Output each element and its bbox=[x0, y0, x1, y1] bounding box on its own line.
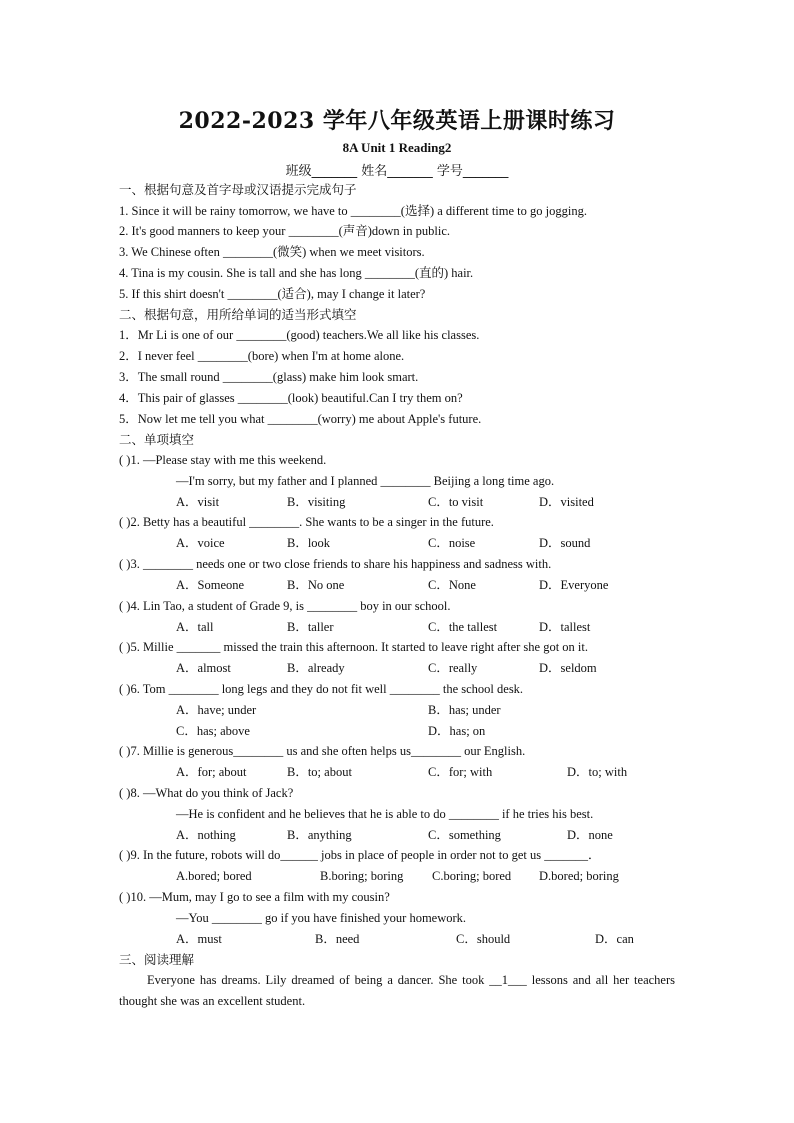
question-stem: ( )8. —What do you think of Jack? bbox=[119, 786, 294, 800]
option-b: B．to; about bbox=[287, 765, 352, 779]
option-b: B．No one bbox=[287, 578, 345, 592]
question-stem: ( )7. Millie is generous________ us and she often helps us________ our English. bbox=[119, 744, 526, 758]
option-a: A．must bbox=[176, 932, 222, 946]
option-a: A．visit bbox=[176, 495, 220, 509]
section-heading-1: 一、根据句意及首字母或汉语提示完成句子 bbox=[119, 182, 357, 197]
option-b: B．has; under bbox=[428, 703, 501, 717]
option-a: A．Someone bbox=[176, 578, 245, 592]
question-stem-continued: —He is confident and he believes that he is able to do ________ if he tries his best. bbox=[176, 807, 594, 821]
option-d: D．seldom bbox=[539, 661, 597, 675]
section-heading-3: 二、单项填空 bbox=[119, 432, 195, 447]
question-stem: ( )9. In the future, robots will do______ jobs in place of people in order not to get us _______． bbox=[119, 848, 601, 862]
option-c: C．to visit bbox=[428, 495, 484, 509]
section2-item: 1．Mr Li is one of our ________(good) teachers.We all like his classes. bbox=[119, 328, 480, 342]
section1-item: 3. We Chinese often ________(微笑) when we meet visitors. bbox=[119, 245, 425, 259]
question-stem-continued: —I'm sorry, but my father and I planned ________ Beijing a long time ago. bbox=[176, 474, 555, 488]
section2-item: 3．The small round ________(glass) make him look smart. bbox=[119, 370, 419, 384]
question-stem: ( )1. —Please stay with me this weekend. bbox=[119, 453, 327, 467]
option-a: A.bored; bored bbox=[176, 869, 252, 883]
option-b: B.boring; boring bbox=[320, 869, 404, 883]
option-d: D．Everyone bbox=[539, 578, 609, 592]
option-b: B．need bbox=[315, 932, 360, 946]
page-title: 2022-2023 学年八年级英语上册课时练习 bbox=[178, 108, 616, 134]
option-d: D.bored; boring bbox=[539, 869, 619, 883]
option-b: B．visiting bbox=[287, 495, 346, 509]
section2-item: 5．Now let me tell you what ________(worry) me about Apple's future. bbox=[119, 412, 482, 426]
option-c: C．the tallest bbox=[428, 620, 498, 634]
reading-paragraph: Everyone has dreams. Lily dreamed of being a dancer. She took __1___ lessons and all her teachers thought she was an excellent student. bbox=[119, 973, 675, 1008]
option-a: A．voice bbox=[176, 536, 225, 550]
option-c: C．for; with bbox=[428, 765, 493, 779]
question-stem: ( )2. Betty has a beautiful ________. She wants to be a singer in the future. bbox=[119, 515, 494, 529]
option-b: B．anything bbox=[287, 828, 352, 842]
option-c: C．something bbox=[428, 828, 501, 842]
option-d: D．none bbox=[567, 828, 613, 842]
option-d: D．tallest bbox=[539, 620, 591, 634]
option-d: D．can bbox=[595, 932, 634, 946]
page-subtitle: 8A Unit 1 Reading2 bbox=[342, 140, 452, 155]
question-stem: ( )3. ________ needs one or two close friends to share his happiness and sadness with. bbox=[119, 557, 552, 571]
section-heading-4: 三、阅读理解 bbox=[119, 952, 195, 967]
section2-item: 2．I never feel ________(bore) when I'm at home alone. bbox=[119, 349, 405, 363]
option-c: C．noise bbox=[428, 536, 476, 550]
option-c: C.boring; bored bbox=[432, 869, 512, 883]
option-d: D．to; with bbox=[567, 765, 628, 779]
option-a: A．almost bbox=[176, 661, 231, 675]
student-info-line: 班级_______ 姓名_______ 学号_______ bbox=[285, 164, 509, 179]
question-stem: ( )4. Lin Tao, a student of Grade 9, is ________ boy in our school. bbox=[119, 599, 451, 613]
section1-item: 4. Tina is my cousin. She is tall and she has long ________(直的) hair. bbox=[119, 266, 474, 280]
option-d: D．visited bbox=[539, 495, 594, 509]
question-stem-continued: —You ________ go if you have finished your homework. bbox=[176, 911, 467, 925]
section2-item: 4．This pair of glasses ________(look) beautiful.Can I try them on? bbox=[119, 391, 463, 405]
option-b: B．already bbox=[287, 661, 345, 675]
option-a: A．tall bbox=[176, 620, 214, 634]
option-a: A．for; about bbox=[176, 765, 247, 779]
question-stem: ( )5. Millie _______ missed the train this afternoon. It started to leave right after she got on it. bbox=[119, 640, 588, 654]
option-c: C．None bbox=[428, 578, 476, 592]
option-c: C．really bbox=[428, 661, 478, 675]
question-stem: ( )6. Tom ________ long legs and they do not fit well ________ the school desk. bbox=[119, 682, 524, 696]
section1-item: 2. It's good manners to keep your ________(声音)down in public. bbox=[119, 224, 451, 238]
option-b: B．look bbox=[287, 536, 331, 550]
option-c: C．has; above bbox=[176, 724, 250, 738]
option-d: D．has; on bbox=[428, 724, 486, 738]
option-c: C．should bbox=[456, 932, 511, 946]
option-a: A．have; under bbox=[176, 703, 257, 717]
option-a: A．nothing bbox=[176, 828, 236, 842]
section1-item: 5. If this shirt doesn't ________(适合), may I change it later? bbox=[119, 287, 426, 301]
option-d: D．sound bbox=[539, 536, 591, 550]
section1-item: 1. Since it will be rainy tomorrow, we have to ________(选择) a different time to go jogging. bbox=[119, 204, 587, 218]
option-b: B．taller bbox=[287, 620, 334, 634]
question-stem: ( )10. —Mum, may I go to see a film with my cousin? bbox=[119, 890, 390, 904]
section-heading-2: 二、根据句意，用所给单词的适当形式填空 bbox=[119, 307, 357, 322]
